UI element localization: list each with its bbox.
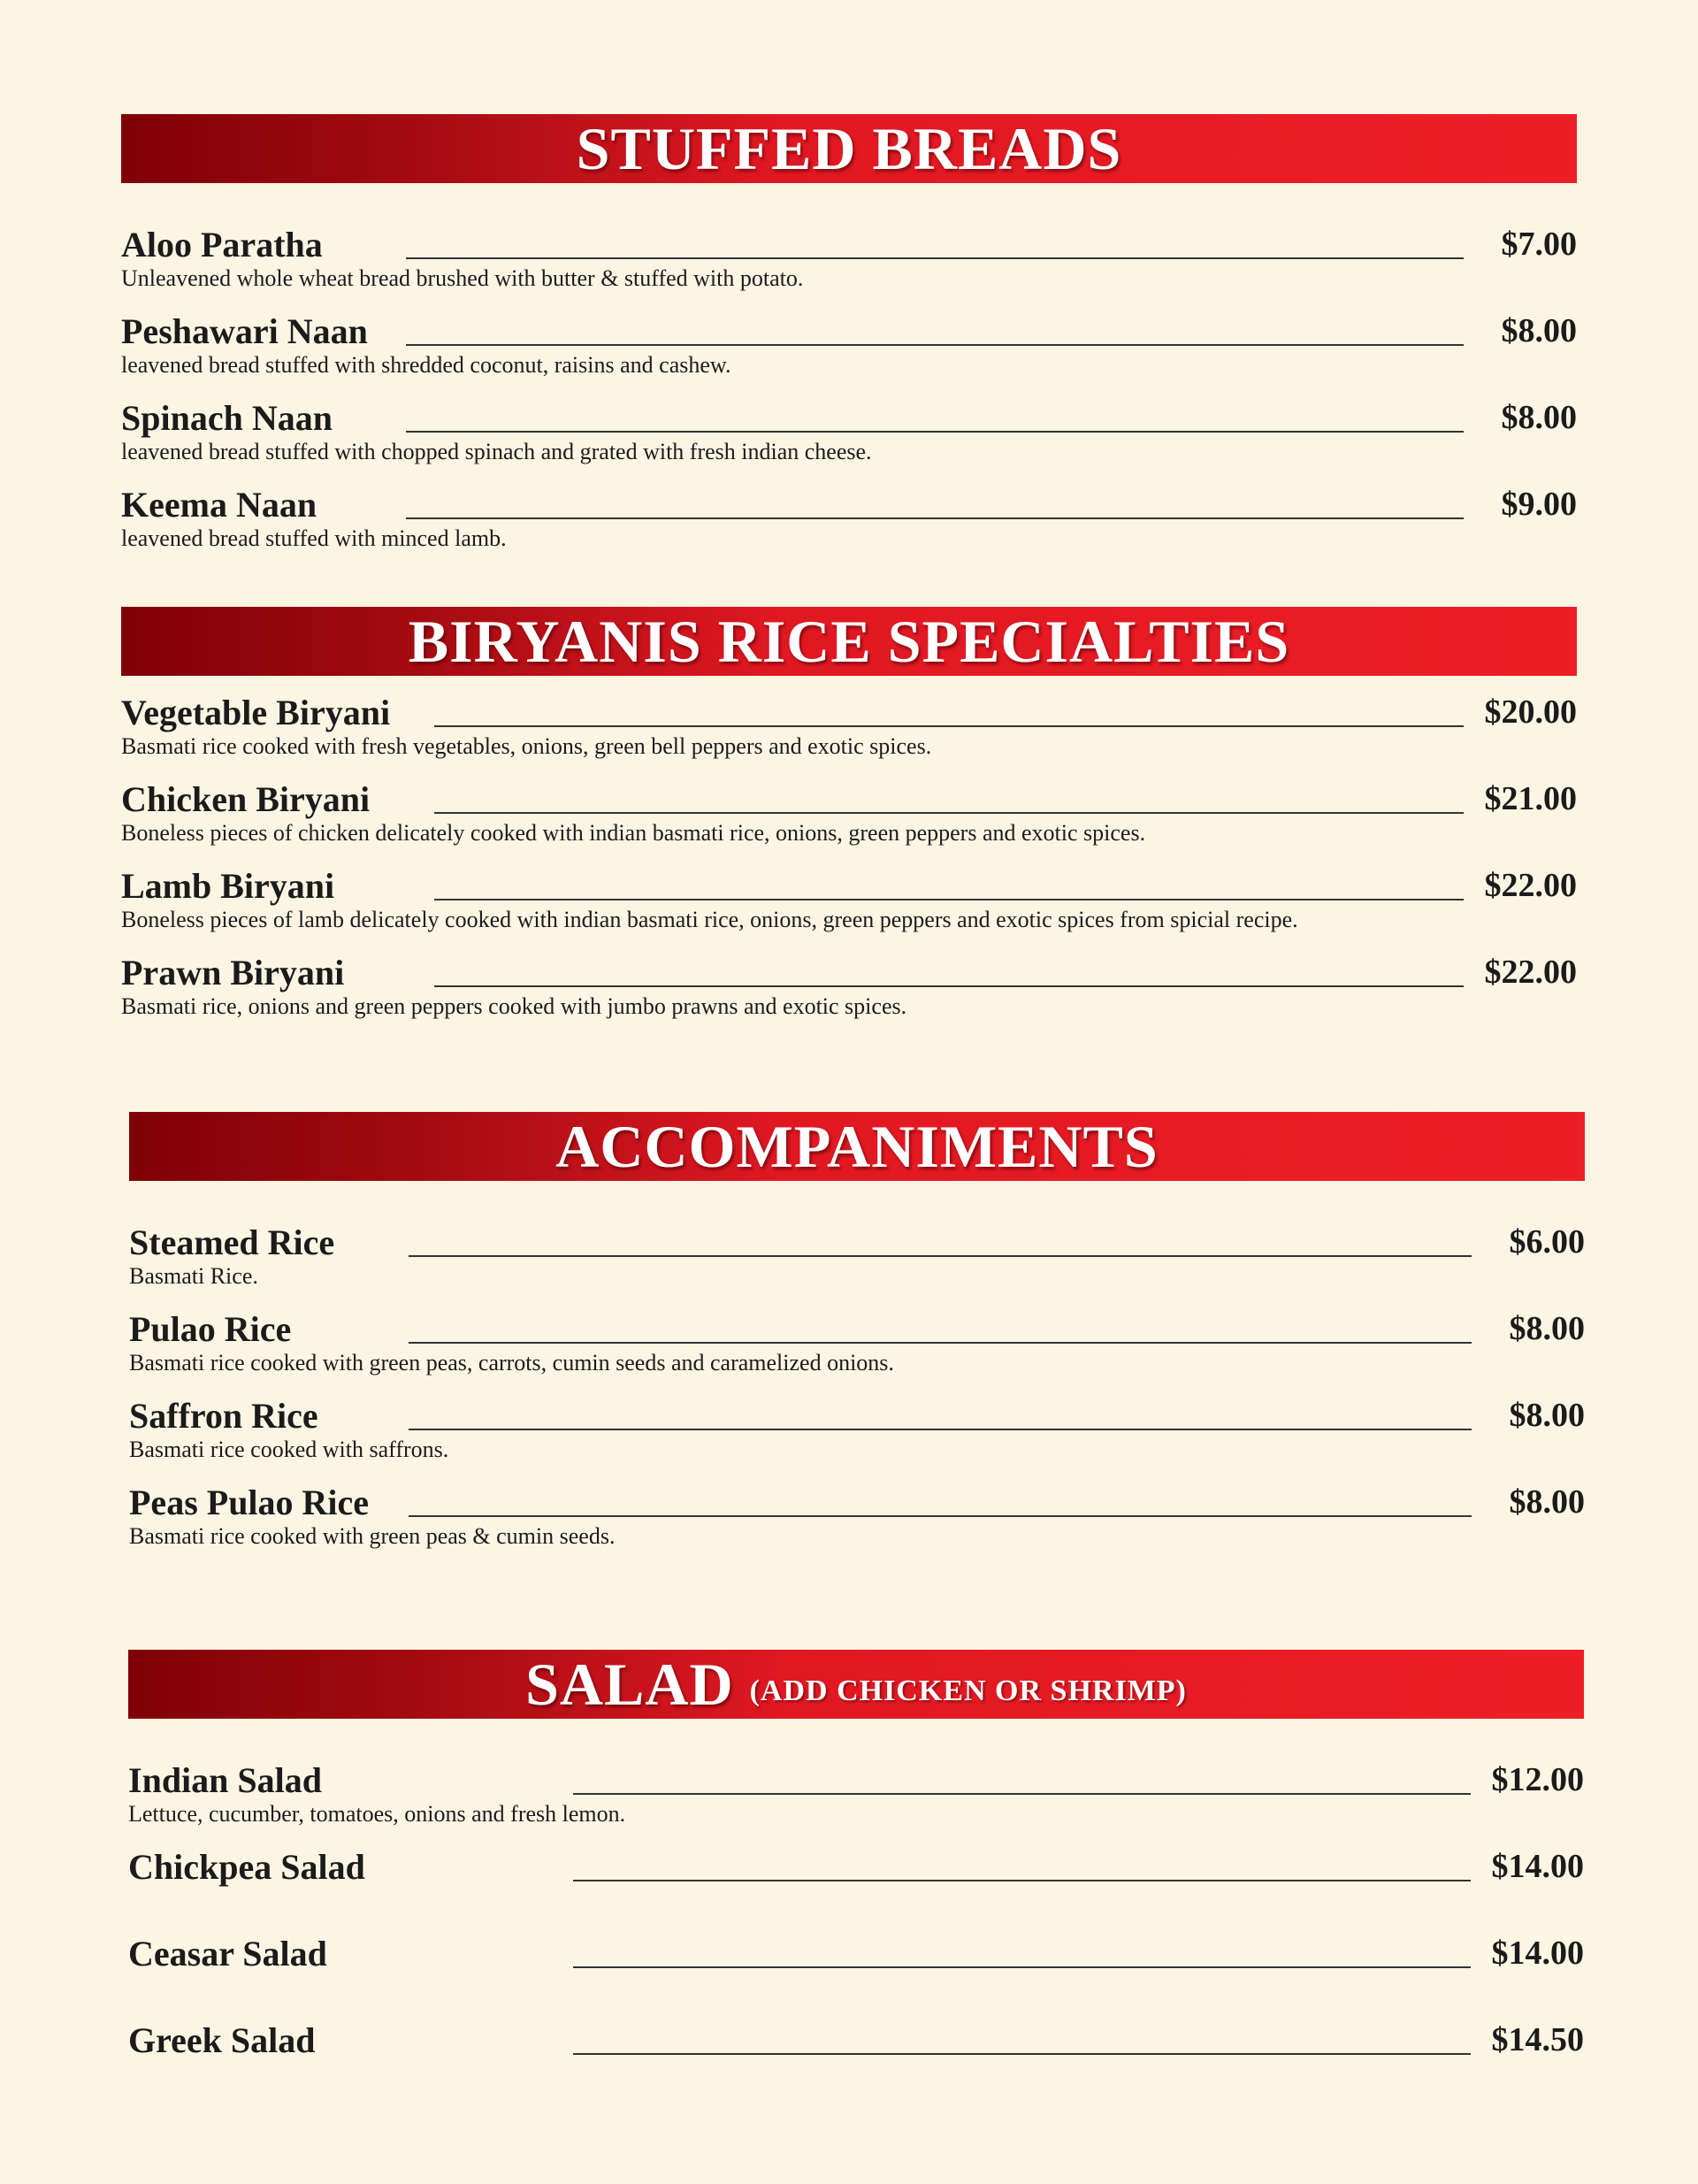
item-name: Pulao Rice bbox=[129, 1309, 292, 1349]
section-banner bbox=[121, 114, 1577, 183]
menu-item bbox=[121, 690, 1577, 777]
dotted-leader bbox=[573, 1880, 1471, 1881]
menu-item bbox=[121, 950, 1577, 1037]
menu-item bbox=[121, 777, 1577, 863]
dotted-leader bbox=[573, 1793, 1471, 1795]
item-name: Prawn Biryani bbox=[121, 953, 345, 992]
menu-item bbox=[128, 1758, 1584, 1844]
item-name: Steamed Rice bbox=[129, 1222, 335, 1262]
item-price: $8.00 bbox=[1501, 399, 1577, 436]
dotted-leader bbox=[409, 1255, 1472, 1257]
item-price: $6.00 bbox=[1509, 1223, 1585, 1261]
item-price: $8.00 bbox=[1501, 312, 1577, 349]
menu-item-list bbox=[121, 183, 1577, 569]
item-description: Basmati Rice. bbox=[129, 1263, 258, 1289]
item-description: Lettuce, cucumber, tomatoes, onions and fresh lemon. bbox=[128, 1801, 626, 1827]
dotted-leader bbox=[409, 1342, 1472, 1344]
dotted-leader bbox=[573, 2053, 1471, 2055]
item-price: $7.00 bbox=[1501, 226, 1577, 263]
section-accompaniments bbox=[129, 1112, 1585, 1567]
dotted-leader bbox=[434, 812, 1464, 814]
item-price: $22.00 bbox=[1484, 867, 1577, 904]
item-description: Unleavened whole wheat bread brushed with butter & stuffed with potato. bbox=[121, 265, 804, 291]
menu-item-list bbox=[121, 676, 1577, 1037]
menu-item bbox=[121, 222, 1577, 309]
item-name: Ceasar Salad bbox=[128, 1934, 327, 1973]
menu-item bbox=[128, 1931, 1584, 2018]
menu-item bbox=[128, 1844, 1584, 1931]
section-stuffed-breads bbox=[121, 114, 1577, 569]
item-price: $14.50 bbox=[1491, 2021, 1584, 2058]
item-name: Spinach Naan bbox=[121, 398, 333, 438]
item-price: $8.00 bbox=[1509, 1310, 1585, 1347]
dotted-leader bbox=[434, 985, 1464, 987]
dotted-leader bbox=[406, 344, 1464, 346]
item-description: leavened bread stuffed with shredded coconut, raisins and cashew. bbox=[121, 352, 731, 378]
item-name: Vegetable Biryani bbox=[121, 693, 391, 732]
item-price: $22.00 bbox=[1484, 954, 1577, 991]
item-description: Basmati rice cooked with green peas & cumin seeds. bbox=[129, 1523, 616, 1549]
menu-item bbox=[121, 863, 1577, 950]
section-salad bbox=[128, 1650, 1584, 2104]
dotted-leader bbox=[406, 517, 1464, 519]
item-name: Saffron Rice bbox=[129, 1396, 318, 1436]
menu-item-list bbox=[128, 1719, 1584, 2104]
dotted-leader bbox=[406, 257, 1464, 259]
section-banner bbox=[128, 1650, 1584, 1719]
dotted-leader bbox=[434, 899, 1464, 900]
dotted-leader bbox=[409, 1515, 1472, 1517]
dotted-leader bbox=[573, 1966, 1471, 1968]
item-name: Peshawari Naan bbox=[121, 311, 368, 351]
menu-item bbox=[129, 1307, 1585, 1393]
item-price: $20.00 bbox=[1484, 694, 1577, 731]
section-banner bbox=[129, 1112, 1585, 1181]
section-banner bbox=[121, 607, 1577, 676]
item-name: Keema Naan bbox=[121, 485, 317, 525]
menu-item bbox=[129, 1220, 1585, 1307]
item-name: Chickpea Salad bbox=[128, 1847, 365, 1887]
section-title: BIRYANIS RICE SPECIALTIES bbox=[408, 608, 1290, 675]
item-price: $9.00 bbox=[1501, 486, 1577, 523]
menu-item-list bbox=[129, 1181, 1585, 1567]
menu-item bbox=[121, 309, 1577, 395]
section-subtitle: (ADD CHICKEN OR SHRIMP) bbox=[749, 1674, 1187, 1707]
item-price: $14.00 bbox=[1491, 1935, 1584, 1972]
item-description: Basmati rice cooked with saffrons. bbox=[129, 1437, 449, 1462]
item-description: Basmati rice cooked with green peas, carrots, cumin seeds and caramelized onions. bbox=[129, 1350, 894, 1376]
item-name: Indian Salad bbox=[128, 1760, 323, 1800]
dotted-leader bbox=[406, 431, 1464, 433]
item-name: Greek Salad bbox=[128, 2020, 316, 2060]
item-name: Lamb Biryani bbox=[121, 866, 335, 906]
dotted-leader bbox=[434, 725, 1464, 727]
item-description: leavened bread stuffed with minced lamb. bbox=[121, 525, 507, 551]
item-description: Boneless pieces of lamb delicately cooked with indian basmati rice, onions, green peppers and exotic spices from spicial recipe. bbox=[121, 907, 1298, 932]
section-title: SALAD bbox=[525, 1651, 734, 1718]
menu-item bbox=[121, 482, 1577, 569]
item-price: $12.00 bbox=[1491, 1761, 1584, 1798]
section-biryanis bbox=[121, 607, 1577, 1037]
item-description: Basmati rice, onions and green peppers cooked with jumbo prawns and exotic spices. bbox=[121, 993, 907, 1019]
item-description: Boneless pieces of chicken delicately cooked with indian basmati rice, onions, green peppers and exotic spices. bbox=[121, 820, 1146, 846]
menu-item bbox=[129, 1480, 1585, 1567]
item-description: leavened bread stuffed with chopped spinach and grated with fresh indian cheese. bbox=[121, 439, 872, 464]
section-title: STUFFED BREADS bbox=[576, 115, 1122, 182]
menu-item bbox=[128, 2018, 1584, 2104]
item-name: Peas Pulao Rice bbox=[129, 1483, 370, 1522]
dotted-leader bbox=[409, 1429, 1472, 1430]
item-price: $8.00 bbox=[1509, 1483, 1585, 1521]
menu-item bbox=[121, 395, 1577, 482]
item-description: Basmati rice cooked with fresh vegetables, onions, green bell peppers and exotic spices. bbox=[121, 733, 932, 759]
section-title: ACCOMPANIMENTS bbox=[555, 1113, 1159, 1180]
menu-item bbox=[129, 1393, 1585, 1480]
item-price: $21.00 bbox=[1484, 780, 1577, 817]
item-name: Aloo Paratha bbox=[121, 225, 323, 264]
item-price: $8.00 bbox=[1509, 1397, 1585, 1434]
item-price: $14.00 bbox=[1491, 1848, 1584, 1885]
item-name: Chicken Biryani bbox=[121, 779, 371, 819]
